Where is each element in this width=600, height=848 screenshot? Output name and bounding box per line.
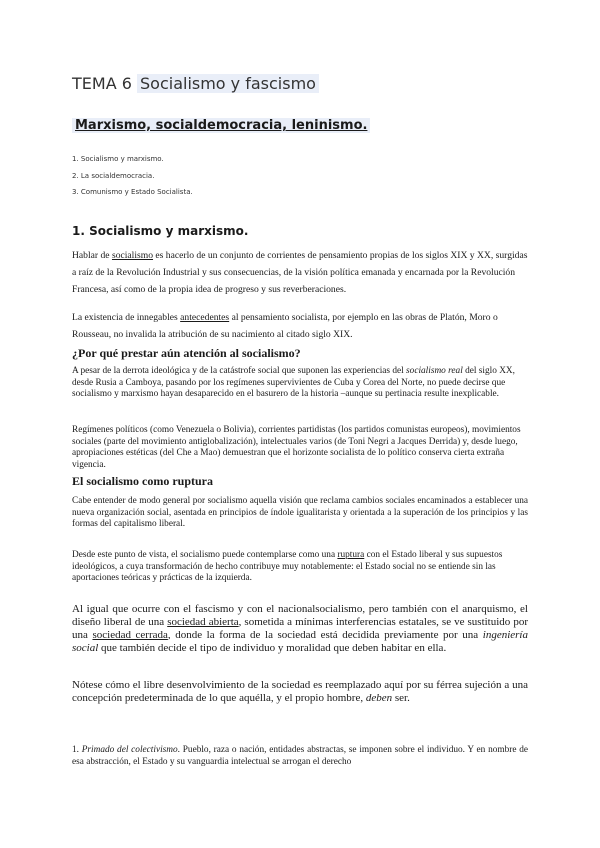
p3-italic-socialismo-real: socialismo real bbox=[406, 366, 463, 376]
toc-item-1: 1. Socialismo y marxismo. bbox=[72, 155, 164, 163]
p1-link-socialismo: socialismo bbox=[111, 250, 154, 261]
toc-item-3: 3. Comunismo y Estado Socialista. bbox=[72, 188, 193, 196]
p6-text-a: Desde este punto de vista, el socialismo puede contemplarse como una bbox=[72, 550, 338, 560]
paragraph-4: Regímenes políticos (como Venezuela o Bolivia), corrientes partidistas (los partidos comunistas europeos), movimientos sociales (parte del movimiento antiglobalización), intelectuales varios (de Toni Negri a Jacques Derrida) y, desde luego, apropiaciones estéticas (del Che a Mao) demuestran que el horizonte socialista de lo político conserva cierta extraña vigencia. bbox=[72, 425, 521, 470]
p2-text-c: al pensamiento socialista, por ejemplo en las obras de Platón, Moro o Rousseau, no invalida la atribución de su nacimiento al citado siglo XIX. bbox=[72, 312, 498, 340]
p7-text-a: Al igual que ocurre con el fascismo y con el nacionalsocialismo, pero también con el anarquismo, el diseño liberal de una bbox=[72, 603, 528, 628]
paragraph-1 bbox=[72, 247, 528, 298]
p8-italic-deben: deben bbox=[365, 692, 393, 704]
subtitle-text: Marxismo, socialdemocracia, leninismo. bbox=[72, 118, 370, 133]
p3-text-a: A pesar de la derrota ideológica y de la catástrofe social que suponen las experiencias del bbox=[72, 366, 407, 376]
p7-text-e: , donde la forma de la sociedad está decidida previamente por una bbox=[167, 629, 483, 641]
paragraph-9 bbox=[72, 745, 528, 768]
p7-italic-ingenieria-social: ingeniería social bbox=[72, 629, 528, 654]
p1-text-a: Hablar de bbox=[72, 250, 112, 261]
heading-why-socialism: ¿Por qué prestar aún atención al socialismo? bbox=[72, 346, 301, 360]
paragraph-8 bbox=[72, 679, 528, 705]
paragraph-6 bbox=[72, 550, 528, 585]
toc-item-2: 2. La socialdemocracia. bbox=[72, 172, 155, 180]
p9-text-a: 1. bbox=[72, 745, 82, 755]
p2-text-a: La existencia de innegables bbox=[72, 312, 181, 323]
paragraph-2 bbox=[72, 309, 528, 343]
title-main: Socialismo y fascismo bbox=[137, 74, 319, 93]
page-title bbox=[72, 74, 532, 93]
p7-text-g: que también decide el tipo de individuo y moralidad que deben habitar en ella. bbox=[98, 642, 447, 654]
subtitle bbox=[72, 114, 532, 133]
p9-italic-primado: Primado del colectivismo bbox=[81, 745, 178, 755]
p8-text-c: ser. bbox=[392, 692, 410, 704]
p9-text-c: . Pueblo, raza o nación, entidades abstractas, se imponen sobre el individuo. Y en nombre de esa abstracción, el Estado y su vanguardia intelectual se arrogan el derecho bbox=[72, 745, 529, 767]
paragraph-5: Cabe entender de modo general por socialismo aquella visión que reclama cambios sociales encaminados a establecer una nueva organización social, asentada en principios de índole igualitarista y orientada a la superación de los principios y las formas del capitalismo liberal. bbox=[72, 496, 528, 529]
paragraph-3 bbox=[72, 366, 528, 401]
heading-rupture: El socialismo como ruptura bbox=[72, 474, 213, 488]
p3-text-c: del siglo XX, desde Rusia a Camboya, pasando por los regímenes supervivientes de Cuba y Corea del Norte, no puede decirse que socialismo y marxismo hayan desaparecido en el basurero de la historia –aunque su pertinacia resulte inexplicable. bbox=[72, 366, 515, 399]
p1-text-c: es hacerlo de un conjunto de corrientes de pensamiento propias de los siglos XIX y XX, surgidas a raíz de la Revolución Industrial y sus consecuencias, de la visión política emanada y encarnada por la Revolución Francesa, así como de la propia idea de progreso y sus reverberaciones. bbox=[72, 250, 528, 295]
p7-link-sociedad-abierta: sociedad abierta bbox=[167, 616, 239, 628]
p6-text-c: con el Estado liberal y sus supuestos ideológicos, a cuya transformación de hecho contribuye muy notablemente: el Estado social no se entiende sin las aportaciones teóricas y prácticas de la izquierda. bbox=[72, 550, 503, 583]
p7-link-sociedad-cerrada: sociedad cerrada bbox=[92, 629, 168, 641]
p2-link-antecedentes: antecedentes bbox=[180, 312, 230, 323]
paragraph-7 bbox=[72, 603, 528, 655]
p8-text-a: Nótese cómo el libre desenvolvimiento de la sociedad es reemplazado aquí por su férrea sujeción a una concepción predeterminada de lo que aquélla, y el propio hombre, bbox=[72, 679, 528, 704]
p6-link-ruptura: ruptura bbox=[337, 550, 365, 560]
p7-text-c: , sometida a mínimas interferencias estatales, se ve sustituido por una bbox=[72, 616, 528, 641]
title-prefix: TEMA 6 bbox=[72, 74, 132, 93]
section-heading: 1. Socialismo y marxismo. bbox=[72, 224, 249, 238]
